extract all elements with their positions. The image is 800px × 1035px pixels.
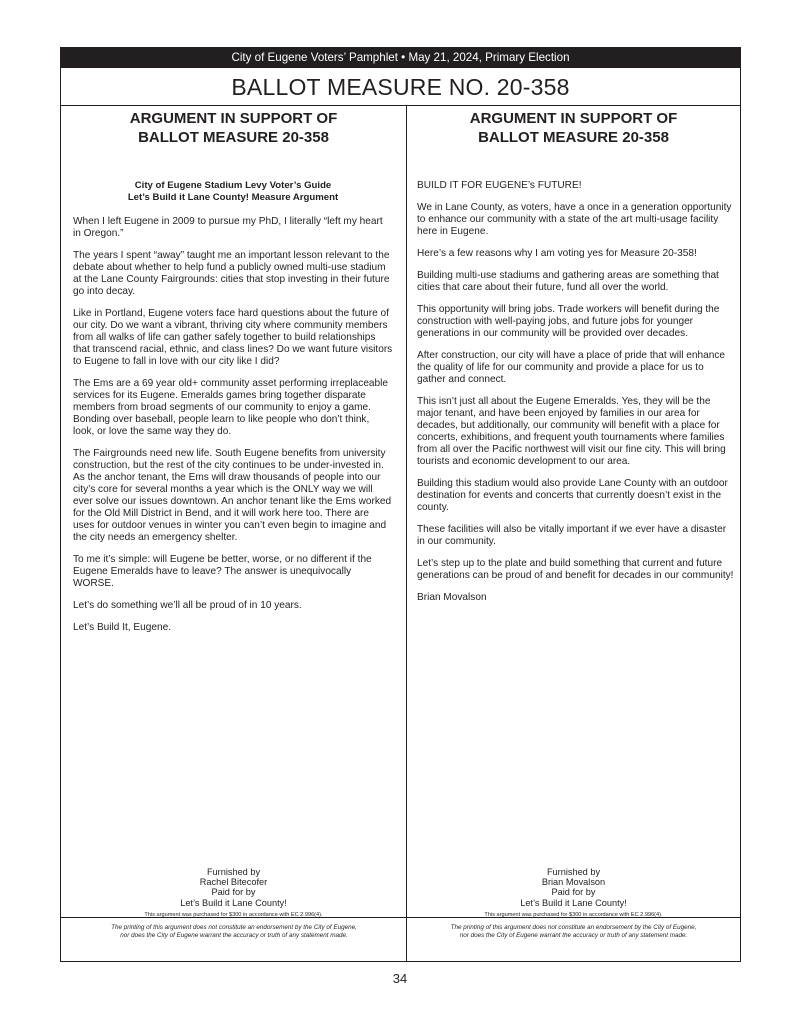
left-paragraph: Like in Portland, Eugene voters face hard questions about the future of our city. Do we want a vibrant, thriving city where community members from all walks of life can gather safely together to build relationships that transcend racial, ethnic, and class lines? Do we want future visitors to Eugene to fall in love with our city like I did? xyxy=(73,308,393,367)
right-paragraph: Brian Movalson xyxy=(417,592,487,603)
left-argument-heading xyxy=(61,109,406,147)
pamphlet-banner: City of Eugene Voters’ Pamphlet • May 21, 2024, Primary Election xyxy=(61,48,740,68)
left-attribution xyxy=(61,867,406,908)
left-paragraph: When I left Eugene in 2009 to pursue my PhD, I literally “left my heart in Oregon.” xyxy=(73,216,383,239)
left-paragraph: The Fairgrounds need new life. South Eugene benefits from university construction, but the rest of the city continues to be under-invested in. As the anchor tenant, the Ems will draw thousands of people into our city’s core for several months a year which is the ONLY way we will ever solve our issues downtown. An anchor tenant like the Ems worked for the Old Mill District in Bend, and it will work here too. There are uses for outdoor venues in winter you can’t even begin to imagine and the city needs an emergency shelter. xyxy=(73,448,392,543)
right-paragraph: Building multi-use stadiums and gathering areas are something that cities that care about their future, fund all over the world. xyxy=(417,270,719,293)
right-paid-name: Let’s Build it Lane County! xyxy=(520,897,627,908)
right-paragraph: Here’s a few reasons why I am voting yes for Measure 20-358! xyxy=(417,248,697,259)
left-heading-line2: BALLOT MEASURE 20-358 xyxy=(138,129,329,146)
right-paragraph: Building this stadium would also provide Lane County with an outdoor destination for events and concerts that currently doesn’t exist in the county. xyxy=(417,478,728,513)
left-paragraph: The Ems are a 69 year old+ community asset performing irreplaceable services for its Eugene. Emeralds games bring together disparate members from broad segments of our community to enjoy a game. Bonding over baseball, people learn to like people who don’t think, look, or love the same way they do. xyxy=(73,378,389,437)
left-disclaimer xyxy=(61,924,407,940)
left-paragraph: Let’s Build It, Eugene. xyxy=(73,622,172,633)
right-argument-column xyxy=(407,105,740,918)
left-paragraph: The years I spent “away” taught me an important lesson relevant to the debate about whether to help fund a publicly owned multi-use stadium at the Lane County Fairgrounds: cities that stop investing in their future go into decay. xyxy=(73,250,390,297)
right-furnished-name: Brian Movalson xyxy=(541,877,606,888)
left-paid-label: Paid for by xyxy=(211,887,256,898)
left-furnished-label: Furnished by xyxy=(206,867,261,877)
left-argument-title xyxy=(73,180,393,203)
disclaimer-row xyxy=(61,917,740,962)
right-paid-label: Paid for by xyxy=(551,887,596,898)
right-argument-heading xyxy=(407,109,740,147)
right-disclaimer-line1: The printing of this argument does not constitute an endorsement by the City of Eugene, xyxy=(450,924,697,931)
right-furnished-label: Furnished by xyxy=(546,867,601,877)
left-paragraph: To me it’s simple: will Eugene be better, worse, or no different if the Eugene Emeralds have to leave? The answer is unequivocally WORSE. xyxy=(73,554,372,589)
right-disclaimer-line2: nor does the City of Eugene warrant the accuracy or truth of any statement made. xyxy=(459,932,688,939)
right-disclaimer xyxy=(407,924,740,940)
left-purchase-note: This argument was purchased for $300 in accordance with EC 2.996(4). xyxy=(144,912,323,918)
right-purchase-note: This argument was purchased for $300 in accordance with EC 2.996(4). xyxy=(484,912,663,918)
right-argument-body xyxy=(417,180,735,614)
right-paragraph: We in Lane County, as voters, have a once in a generation opportunity to enhance our community with a state of the art multi-usage facility here in Eugene. xyxy=(417,202,732,237)
right-heading-line1: ARGUMENT IN SUPPORT OF xyxy=(469,110,678,127)
right-paragraph: BUILD IT FOR EUGENE’s FUTURE! xyxy=(417,180,582,191)
measure-title: BALLOT MEASURE NO. 20-358 xyxy=(61,69,740,106)
left-title-line1: City of Eugene Stadium Levy Voter’s Guide xyxy=(134,180,332,191)
left-title-line2: Let’s Build it Lane County! Measure Argument xyxy=(127,191,339,203)
left-disclaimer-line1: The printing of this argument does not constitute an endorsement by the City of Eugene, xyxy=(111,924,357,931)
right-paragraph: Let’s step up to the plate and build something that current and future generations can be proud of and benefit for decades in our community! xyxy=(417,558,734,581)
left-paid-name: Let’s Build it Lane County! xyxy=(180,897,287,908)
right-paragraph: These facilities will also be vitally important if we ever have a disaster in our community. xyxy=(417,524,727,547)
left-argument-body xyxy=(73,180,393,644)
left-argument-column xyxy=(61,105,407,918)
right-paragraph: This isn’t just all about the Eugene Emeralds. Yes, they will be the major tenant, and have been enjoyed by families in our area for decades, but additionally, our community will benefit with a place for concerts, exhibitions, and frequent youth tournaments where families from all over the Pacific northwest will visit our fine city. This will bring tourists and economic development to our area. xyxy=(417,396,726,467)
left-disclaimer-line2: nor does the City of Eugene warrant the accuracy or truth of any statement made. xyxy=(120,932,348,939)
left-furnished-name: Rachel Bitecofer xyxy=(199,877,268,888)
right-heading-line2: BALLOT MEASURE 20-358 xyxy=(478,129,669,146)
left-paragraph: Let’s do something we’ll all be proud of in 10 years. xyxy=(73,600,302,611)
right-attribution xyxy=(407,867,740,908)
pamphlet-page xyxy=(60,47,741,962)
left-heading-line1: ARGUMENT IN SUPPORT OF xyxy=(129,110,338,127)
right-paragraph: After construction, our city will have a place of pride that will enhance the quality of life for our community and provide a place for us to gather and connect. xyxy=(417,350,726,385)
right-paragraph: This opportunity will bring jobs. Trade workers will benefit during the construction with well-paying jobs, and future jobs for younger generations in our community will be provided over decades. xyxy=(417,304,720,339)
page-number: 34 xyxy=(392,971,408,986)
